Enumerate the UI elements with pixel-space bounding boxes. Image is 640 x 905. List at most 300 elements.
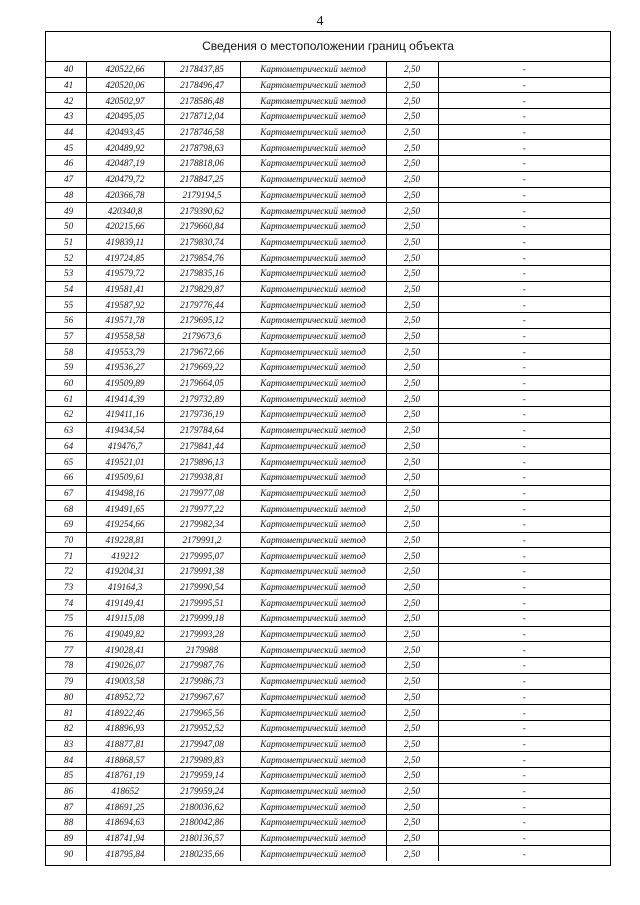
accuracy-value: 2,50 xyxy=(386,799,438,815)
determination-method: Картометрический метод xyxy=(240,705,386,721)
coordinate-x: 418896,93 xyxy=(86,720,164,736)
determination-method: Картометрический метод xyxy=(240,62,386,77)
point-number: 58 xyxy=(46,344,86,360)
point-number: 75 xyxy=(46,611,86,627)
accuracy-value: 2,50 xyxy=(386,171,438,187)
accuracy-value: 2,50 xyxy=(386,109,438,125)
accuracy-value: 2,50 xyxy=(386,673,438,689)
determination-method: Картометрический метод xyxy=(240,469,386,485)
description-cell: - xyxy=(438,438,610,454)
table-row xyxy=(46,156,610,172)
determination-method: Картометрический метод xyxy=(240,626,386,642)
table-row xyxy=(46,375,610,391)
determination-method: Картометрический метод xyxy=(240,375,386,391)
coordinate-y: 2179995,51 xyxy=(164,595,240,611)
table-row xyxy=(46,328,610,344)
point-number: 47 xyxy=(46,171,86,187)
coordinate-y: 2179841,44 xyxy=(164,438,240,454)
accuracy-value: 2,50 xyxy=(386,62,438,77)
description-cell: - xyxy=(522,848,526,859)
accuracy-value: 2,50 xyxy=(386,281,438,297)
determination-method: Картометрический метод xyxy=(240,187,386,203)
determination-method: Картометрический метод xyxy=(240,815,386,831)
table-row xyxy=(46,77,610,93)
determination-method: Картометрический метод xyxy=(240,595,386,611)
point-number: 83 xyxy=(46,736,86,752)
determination-method: Картометрический метод xyxy=(240,265,386,281)
accuracy-value: 2,50 xyxy=(386,391,438,407)
determination-method: Картометрический метод xyxy=(240,799,386,815)
coordinate-x: 418652 xyxy=(86,783,164,799)
coordinate-x: 419164,3 xyxy=(86,579,164,595)
determination-method: Картометрический метод xyxy=(240,140,386,156)
determination-method: Картометрический метод xyxy=(240,485,386,501)
description-cell: - xyxy=(438,391,610,407)
point-number: 77 xyxy=(46,642,86,658)
determination-method: Картометрический метод xyxy=(240,328,386,344)
coordinate-x: 419509,61 xyxy=(86,469,164,485)
accuracy-value: 2,50 xyxy=(386,783,438,799)
description-cell: - xyxy=(438,187,610,203)
table-row xyxy=(46,438,610,454)
table-row xyxy=(46,689,610,705)
coordinate-y: 2179965,56 xyxy=(164,705,240,721)
point-number: 86 xyxy=(46,783,86,799)
description-cell: - xyxy=(438,720,610,736)
table-row xyxy=(46,626,610,642)
page-number: 4 xyxy=(316,14,324,29)
coordinate-x: 420479,72 xyxy=(86,171,164,187)
table-row xyxy=(46,564,610,580)
accuracy-value: 2,50 xyxy=(386,485,438,501)
point-number: 60 xyxy=(46,375,86,391)
accuracy-value: 2,50 xyxy=(386,265,438,281)
point-number: 56 xyxy=(46,313,86,329)
coordinate-y: 2178847,25 xyxy=(164,171,240,187)
coordinate-y: 2179959,24 xyxy=(164,783,240,799)
point-number: 44 xyxy=(46,124,86,140)
determination-method: Картометрический метод xyxy=(240,109,386,125)
description-cell: - xyxy=(438,454,610,470)
description-cell: - xyxy=(438,673,610,689)
point-number: 42 xyxy=(46,93,86,109)
point-number: 40 xyxy=(46,62,86,77)
coordinate-x: 420495,05 xyxy=(86,109,164,125)
table-row xyxy=(46,815,610,831)
coordinate-y: 2179952,52 xyxy=(164,720,240,736)
coordinate-x: 420522,66 xyxy=(86,62,164,77)
coordinate-y: 2179995,07 xyxy=(164,548,240,564)
accuracy-value: 2,50 xyxy=(386,156,438,172)
accuracy-value: 2,50 xyxy=(386,595,438,611)
point-number: 69 xyxy=(46,516,86,532)
accuracy-value: 2,50 xyxy=(386,250,438,266)
determination-method: Картометрический метод xyxy=(240,830,386,846)
table-row xyxy=(46,93,610,109)
description-cell: - xyxy=(438,62,610,77)
point-number: 71 xyxy=(46,548,86,564)
coordinate-x: 419553,79 xyxy=(86,344,164,360)
coordinate-x: 418694,63 xyxy=(86,815,164,831)
description-cell: - xyxy=(438,548,610,564)
description-cell: - xyxy=(438,218,610,234)
coordinate-x: 418741,94 xyxy=(86,830,164,846)
accuracy-value: 2,50 xyxy=(386,626,438,642)
description-cell: - xyxy=(438,140,610,156)
coordinate-x: 418952,72 xyxy=(86,689,164,705)
determination-method: Картометрический метод xyxy=(240,93,386,109)
table-row xyxy=(46,422,610,438)
coordinate-y: 2179993,28 xyxy=(164,626,240,642)
table-row xyxy=(46,281,610,297)
accuracy-value: 2,50 xyxy=(386,532,438,548)
accuracy-value: 2,50 xyxy=(386,516,438,532)
determination-method: Картометрический метод xyxy=(240,611,386,627)
coordinate-y: 2179660,84 xyxy=(164,218,240,234)
point-number: 46 xyxy=(46,156,86,172)
accuracy-value: 2,50 xyxy=(386,830,438,846)
coordinate-y: 2179967,67 xyxy=(164,689,240,705)
coordinate-x: 420215,66 xyxy=(86,218,164,234)
determination-method: Картометрический метод xyxy=(240,422,386,438)
coordinate-x: 420520,06 xyxy=(86,77,164,93)
point-number: 79 xyxy=(46,673,86,689)
point-number: 62 xyxy=(46,407,86,423)
coordinate-x: 419521,01 xyxy=(86,454,164,470)
coordinate-y: 2178746,58 xyxy=(164,124,240,140)
coordinate-y: 2179991,2 xyxy=(164,532,240,548)
table-row xyxy=(46,705,610,721)
coordinate-y: 2179999,18 xyxy=(164,611,240,627)
table-row xyxy=(46,658,610,674)
accuracy-value: 2,50 xyxy=(386,689,438,705)
description-cell: - xyxy=(438,375,610,391)
description-cell: - xyxy=(438,171,610,187)
determination-method: Картометрический метод xyxy=(240,407,386,423)
table-row xyxy=(46,579,610,595)
coordinate-x: 419414,39 xyxy=(86,391,164,407)
description-cell: - xyxy=(438,564,610,580)
description-cell: - xyxy=(438,328,610,344)
description-cell: - xyxy=(438,516,610,532)
description-cell: - xyxy=(438,579,610,595)
description-cell: - xyxy=(438,93,610,109)
table-row xyxy=(46,313,610,329)
coordinate-y: 2179947,08 xyxy=(164,736,240,752)
coordinate-y: 2178586,48 xyxy=(164,93,240,109)
description-cell: - xyxy=(438,203,610,219)
accuracy-value: 2,50 xyxy=(386,454,438,470)
point-number: 65 xyxy=(46,454,86,470)
accuracy-value: 2,50 xyxy=(386,422,438,438)
coordinate-y: 2180036,62 xyxy=(164,799,240,815)
coordinate-x: 419149,41 xyxy=(86,595,164,611)
accuracy-value: 2,50 xyxy=(386,611,438,627)
accuracy-value: 2,50 xyxy=(386,218,438,234)
coordinate-y: 2179991,38 xyxy=(164,564,240,580)
table-row xyxy=(46,360,610,376)
table-row xyxy=(46,501,610,517)
table-row xyxy=(46,611,610,627)
coordinate-y: 2179732,89 xyxy=(164,391,240,407)
determination-method: Картометрический метод xyxy=(240,77,386,93)
description-cell: - xyxy=(438,485,610,501)
determination-method: Картометрический метод xyxy=(240,516,386,532)
determination-method: Картометрический метод xyxy=(240,234,386,250)
description-cell: - xyxy=(438,595,610,611)
description-cell: - xyxy=(438,689,610,705)
accuracy-value: 2,50 xyxy=(386,93,438,109)
description-cell: - xyxy=(438,344,610,360)
determination-method: Картометрический метод xyxy=(240,548,386,564)
determination-method: Картометрический метод xyxy=(240,360,386,376)
coordinate-y: 2179854,76 xyxy=(164,250,240,266)
description-cell: - xyxy=(438,642,610,658)
coordinate-x: 419579,72 xyxy=(86,265,164,281)
coordinate-x: 419587,92 xyxy=(86,297,164,313)
accuracy-value: 2,50 xyxy=(386,815,438,831)
coordinate-y: 2179977,22 xyxy=(164,501,240,517)
coordinate-y: 2180042,86 xyxy=(164,815,240,831)
description-cell: - xyxy=(438,469,610,485)
determination-method: Картометрический метод xyxy=(240,124,386,140)
description-cell: - xyxy=(438,611,610,627)
description-cell: - xyxy=(438,626,610,642)
table-row xyxy=(46,516,610,532)
description-cell: - xyxy=(438,360,610,376)
coordinate-x: 419724,85 xyxy=(86,250,164,266)
determination-method: Картометрический метод xyxy=(240,846,386,861)
coordinate-x: 419476,7 xyxy=(86,438,164,454)
coordinate-x: 419411,16 xyxy=(86,407,164,423)
coordinates-table xyxy=(46,62,610,861)
accuracy-value: 2,50 xyxy=(386,548,438,564)
coordinate-y: 2179784,64 xyxy=(164,422,240,438)
determination-method: Картометрический метод xyxy=(240,783,386,799)
determination-method: Картометрический метод xyxy=(240,281,386,297)
accuracy-value: 2,50 xyxy=(386,642,438,658)
table-row xyxy=(46,265,610,281)
description-cell: - xyxy=(438,407,610,423)
accuracy-value: 2,50 xyxy=(386,360,438,376)
accuracy-value: 2,50 xyxy=(386,344,438,360)
coordinate-y: 2179736,19 xyxy=(164,407,240,423)
coordinate-x: 418761,19 xyxy=(86,767,164,783)
accuracy-value: 2,50 xyxy=(386,736,438,752)
determination-method: Картометрический метод xyxy=(240,767,386,783)
description-cell: - xyxy=(438,297,610,313)
coordinate-x: 420366,78 xyxy=(86,187,164,203)
determination-method: Картометрический метод xyxy=(240,642,386,658)
accuracy-value: 2,50 xyxy=(386,720,438,736)
coordinate-y: 2179990,54 xyxy=(164,579,240,595)
point-number: 45 xyxy=(46,140,86,156)
point-number: 41 xyxy=(46,77,86,93)
coordinate-x: 419026,07 xyxy=(86,658,164,674)
table-row xyxy=(46,846,610,861)
accuracy-value: 2,50 xyxy=(386,124,438,140)
point-number: 80 xyxy=(46,689,86,705)
accuracy-value: 2,50 xyxy=(386,375,438,391)
coordinate-x: 420493,45 xyxy=(86,124,164,140)
coordinate-x: 419558,58 xyxy=(86,328,164,344)
point-number: 87 xyxy=(46,799,86,815)
coordinate-x: 419049,82 xyxy=(86,626,164,642)
point-number: 66 xyxy=(46,469,86,485)
determination-method: Картометрический метод xyxy=(240,171,386,187)
table-row xyxy=(46,187,610,203)
coordinate-x: 419204,31 xyxy=(86,564,164,580)
description-cell: - xyxy=(438,815,610,831)
table-row xyxy=(46,124,610,140)
description-cell: - xyxy=(438,77,610,93)
accuracy-value: 2,50 xyxy=(386,187,438,203)
accuracy-value: 2,50 xyxy=(386,469,438,485)
description-cell: - xyxy=(438,736,610,752)
point-number: 53 xyxy=(46,265,86,281)
table-row xyxy=(46,469,610,485)
table-row xyxy=(46,548,610,564)
description-cell: - xyxy=(438,783,610,799)
accuracy-value: 2,50 xyxy=(386,846,438,861)
table-row xyxy=(46,140,610,156)
coordinate-x: 419003,58 xyxy=(86,673,164,689)
coordinate-y: 2179896,13 xyxy=(164,454,240,470)
table-row xyxy=(46,532,610,548)
determination-method: Картометрический метод xyxy=(240,720,386,736)
determination-method: Картометрический метод xyxy=(240,579,386,595)
table-row xyxy=(46,485,610,501)
coordinates-table-body xyxy=(46,62,610,861)
description-cell: - xyxy=(438,799,610,815)
point-number: 63 xyxy=(46,422,86,438)
point-number: 57 xyxy=(46,328,86,344)
point-number: 43 xyxy=(46,109,86,125)
coordinate-y: 2179194,5 xyxy=(164,187,240,203)
accuracy-value: 2,50 xyxy=(386,705,438,721)
coordinate-y: 2178798,63 xyxy=(164,140,240,156)
accuracy-value: 2,50 xyxy=(386,501,438,517)
accuracy-value: 2,50 xyxy=(386,328,438,344)
coordinate-y: 2179989,83 xyxy=(164,752,240,768)
determination-method: Картометрический метод xyxy=(240,564,386,580)
coordinate-y: 2178496,47 xyxy=(164,77,240,93)
coordinate-x: 419839,11 xyxy=(86,234,164,250)
point-number: 61 xyxy=(46,391,86,407)
coordinate-x: 420489,92 xyxy=(86,140,164,156)
table-row xyxy=(46,673,610,689)
coordinate-y: 2179695,12 xyxy=(164,313,240,329)
coordinate-x: 420502,97 xyxy=(86,93,164,109)
coordinate-y: 2179830,74 xyxy=(164,234,240,250)
description-cell: - xyxy=(438,156,610,172)
point-number: 50 xyxy=(46,218,86,234)
determination-method: Картометрический метод xyxy=(240,532,386,548)
description-cell: - xyxy=(438,313,610,329)
determination-method: Картометрический метод xyxy=(240,501,386,517)
accuracy-value: 2,50 xyxy=(386,407,438,423)
coordinate-x: 419212 xyxy=(86,548,164,564)
table-row xyxy=(46,203,610,219)
determination-method: Картометрический метод xyxy=(240,297,386,313)
determination-method: Картометрический метод xyxy=(240,203,386,219)
point-number: 90 xyxy=(46,846,86,861)
coordinate-y: 2179829,87 xyxy=(164,281,240,297)
coordinate-x: 419491,65 xyxy=(86,501,164,517)
accuracy-value: 2,50 xyxy=(386,658,438,674)
point-number: 55 xyxy=(46,297,86,313)
table-row xyxy=(46,344,610,360)
boundary-table-frame xyxy=(45,31,611,866)
table-row xyxy=(46,595,610,611)
description-cell: - xyxy=(438,265,610,281)
coordinate-x: 418795,84 xyxy=(86,846,164,861)
coordinate-y: 2179986,73 xyxy=(164,673,240,689)
coordinate-y: 2179988 xyxy=(164,642,240,658)
determination-method: Картометрический метод xyxy=(240,454,386,470)
description-cell: - xyxy=(438,281,610,297)
accuracy-value: 2,50 xyxy=(386,767,438,783)
point-number: 72 xyxy=(46,564,86,580)
accuracy-value: 2,50 xyxy=(386,234,438,250)
coordinate-x: 419434,54 xyxy=(86,422,164,438)
determination-method: Картометрический метод xyxy=(240,344,386,360)
accuracy-value: 2,50 xyxy=(386,77,438,93)
coordinate-y: 2180136,57 xyxy=(164,830,240,846)
coordinate-y: 2179835,16 xyxy=(164,265,240,281)
table-row xyxy=(46,407,610,423)
point-number: 59 xyxy=(46,360,86,376)
coordinate-x: 418691,25 xyxy=(86,799,164,815)
section-title: Сведения о местоположении границ объекта xyxy=(46,32,610,62)
description-cell: - xyxy=(438,830,610,846)
point-number: 48 xyxy=(46,187,86,203)
coordinate-y: 2179390,62 xyxy=(164,203,240,219)
point-number: 52 xyxy=(46,250,86,266)
coordinate-y: 2178712,04 xyxy=(164,109,240,125)
table-row xyxy=(46,799,610,815)
description-cell: - xyxy=(438,250,610,266)
table-row xyxy=(46,234,610,250)
coordinate-x: 418868,57 xyxy=(86,752,164,768)
point-number: 81 xyxy=(46,705,86,721)
coordinate-y: 2179673,6 xyxy=(164,328,240,344)
accuracy-value: 2,50 xyxy=(386,438,438,454)
description-cell: - xyxy=(438,109,610,125)
coordinate-x: 419498,16 xyxy=(86,485,164,501)
coordinate-x: 419536,27 xyxy=(86,360,164,376)
point-number: 68 xyxy=(46,501,86,517)
table-row xyxy=(46,720,610,736)
point-number: 89 xyxy=(46,830,86,846)
determination-method: Картометрический метод xyxy=(240,658,386,674)
coordinate-y: 2179664,05 xyxy=(164,375,240,391)
coordinate-y: 2179982,34 xyxy=(164,516,240,532)
coordinate-x: 420487,19 xyxy=(86,156,164,172)
coordinate-x: 418922,46 xyxy=(86,705,164,721)
table-row xyxy=(46,830,610,846)
point-number: 49 xyxy=(46,203,86,219)
coordinate-x: 420340,8 xyxy=(86,203,164,219)
point-number: 54 xyxy=(46,281,86,297)
point-number: 70 xyxy=(46,532,86,548)
table-row xyxy=(46,783,610,799)
table-row xyxy=(46,218,610,234)
accuracy-value: 2,50 xyxy=(386,297,438,313)
coordinate-x: 419228,81 xyxy=(86,532,164,548)
coordinate-y: 2179977,08 xyxy=(164,485,240,501)
point-number: 78 xyxy=(46,658,86,674)
